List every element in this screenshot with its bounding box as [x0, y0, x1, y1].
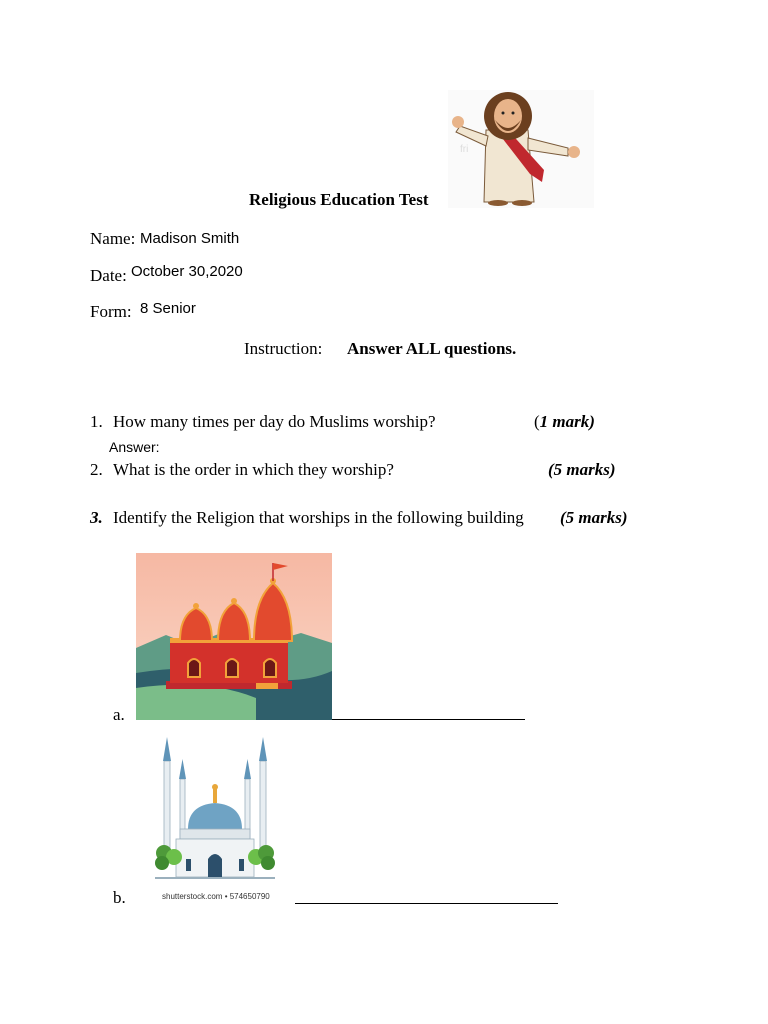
image-b-caption: shutterstock.com • 574650790 — [162, 892, 270, 901]
question-1-text: How many times per day do Muslims worship? — [113, 412, 436, 431]
marks-text: 1 mark) — [539, 412, 595, 431]
watermark-text: fri — [460, 144, 469, 155]
question-2-marks: (5 marks) — [548, 460, 616, 479]
name-value[interactable]: Madison Smith — [140, 230, 240, 247]
mosque-icon — [150, 733, 280, 883]
question-2-text: What is the order in which they worship? — [113, 460, 394, 479]
date-value[interactable]: October 30,2020 — [131, 263, 243, 280]
date-label: Date: — [90, 266, 127, 285]
question-1-number: 1. — [90, 412, 103, 431]
question-3-marks: (5 marks) — [560, 508, 628, 527]
form-value[interactable]: 8 Senior — [140, 300, 196, 317]
instruction-label: Instruction: — [244, 339, 323, 358]
jesus-cartoon-icon — [448, 90, 594, 208]
image-a-letter: a. — [113, 705, 125, 724]
instruction-text: Answer ALL questions. — [347, 339, 517, 358]
answer-line-b[interactable] — [295, 903, 558, 904]
page-title: Religious Education Test — [249, 190, 429, 209]
hindu-temple-icon — [136, 553, 332, 720]
question-3-number: 3. — [90, 508, 103, 527]
answer-line-a[interactable] — [332, 719, 525, 720]
form-label: Form: — [90, 302, 132, 321]
answer-label[interactable]: Answer: — [109, 439, 160, 455]
marks-paren: ( — [534, 412, 540, 431]
question-1-marks — [534, 412, 595, 432]
image-b-letter: b. — [113, 888, 126, 907]
name-label: Name: — [90, 229, 136, 248]
question-3-text: Identify the Religion that worships in the following building — [113, 508, 524, 527]
question-2-number: 2. — [90, 460, 103, 479]
